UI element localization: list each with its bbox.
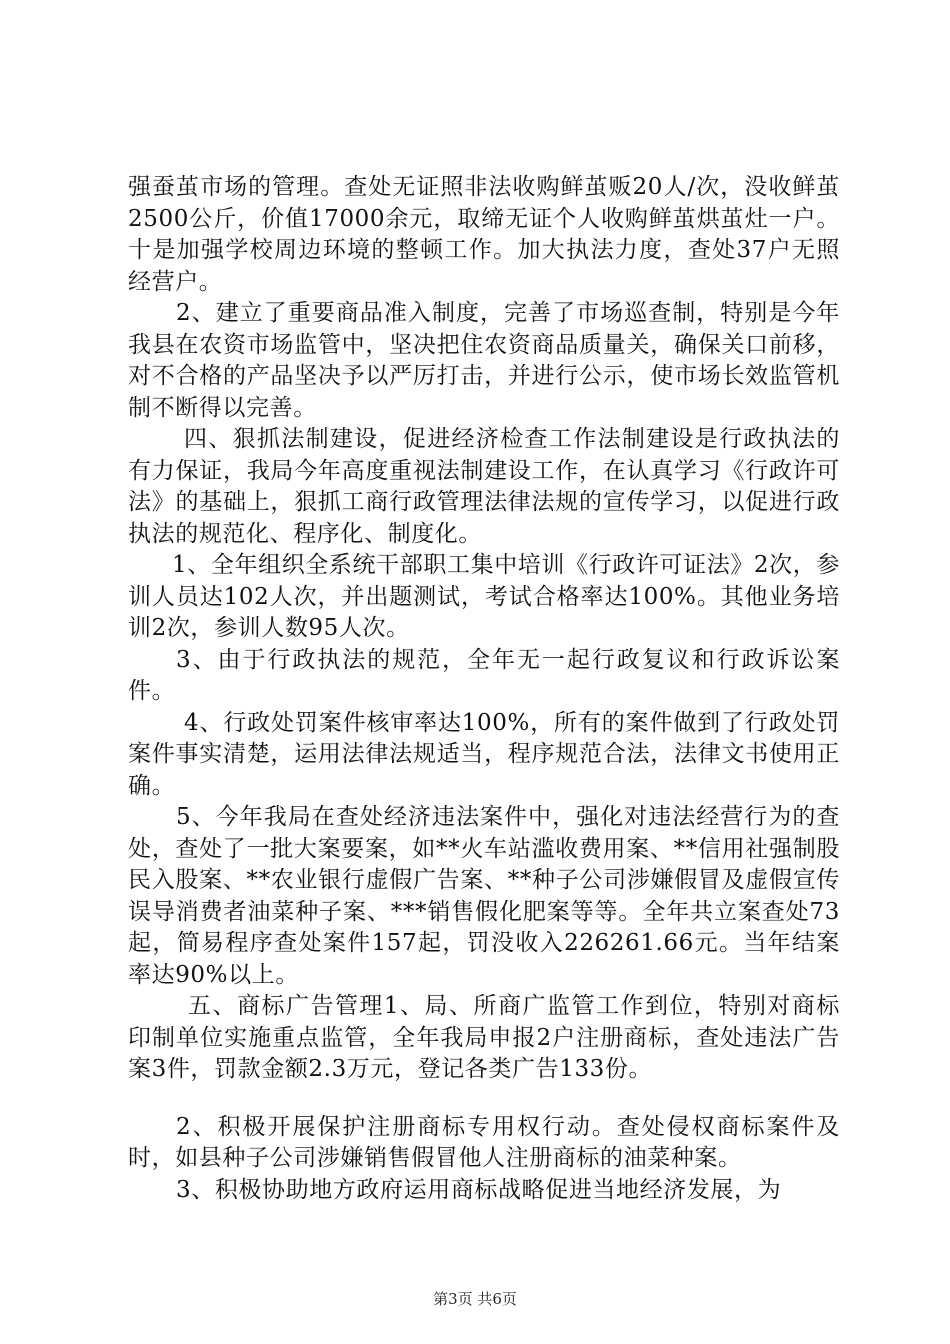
- page-number-footer: 第3页 共6页: [433, 1290, 517, 1308]
- paragraph-review-rate: 4、行政处罚案件核审率达100%，所有的案件做到了行政处罚案件事实清楚，运用法律法规适当，程序规范合法，法律文书使用正确。: [128, 709, 840, 799]
- paragraph-trademark-strategy: 3、积极协助地方政府运用商标战略促进当地经济发展，为: [176, 1176, 782, 1203]
- paragraph-training: 1、全年组织全系统干部职工集中培训《行政许可证法》2次，参训人员达102人次，并出题测试，考试合格率达100%。其他业务培训2次，参训人数95人次。: [128, 552, 840, 641]
- paragraph-legal-construction: 四、狠抓法制建设，促进经济检查工作法制建设是行政执法的有力保证，我局今年高度重视法制建设工作，在认真学习《行政许可法》的基础上，狠抓工商行政管理法律法规的宣传学习，以促进行政执法的规范化、程序化、制度化。: [128, 426, 840, 547]
- paragraph-trademark-protection: 2、积极开展保护注册商标专用权行动。查处侵权商标案件及时，如县种子公司涉嫌销售假冒他人注册商标的油菜种案。: [128, 1113, 840, 1171]
- paragraph-trademark-advertising: 五、商标广告管理1、局、所商广监管工作到位，特别对商标印制单位实施重点监管，全年我局申报2户注册商标，查处违法广告案3件，罚款金额2.3万元，登记各类广告133份。: [128, 993, 840, 1082]
- paragraph-major-cases: 5、今年我局在查处经济违法案件中，强化对违法经营行为的查处，查处了一批大案要案，如**火车站滥收费用案、**信用社强制股民入股案、**农业银行虚假广告案、**种子公司涉嫌假冒及虚假宣传误导消费者油菜种子案、***销售假化肥案等等。全年共立案查处73起，简易程序查处案件157起，罚没收入226261.66元。当年结案率达90%以上。: [128, 804, 840, 988]
- paragraph-no-reconsideration: 3、由于行政执法的规范，全年无一起行政复议和行政诉讼案件。: [128, 646, 840, 704]
- paragraph-silkworm-market: 强蚕茧市场的管理。查处无证照非法收购鲜茧贩20人/次，没收鲜茧2500公斤，价值17000余元，取缔无证个人收购鲜茧烘茧灶一户。十是加强学校周边环境的整顿工作。加大执法力度，查处37户无照经营户。: [128, 174, 840, 295]
- paragraph-commodity-access: 2、建立了重要商品准入制度，完善了市场巡查制，特别是今年我县在农资市场监管中，坚决把住农资商品质量关，确保关口前移，对不合格的产品坚决予以严厉打击，并进行公示，使市场长效监管机制不断得以完善。: [128, 300, 840, 421]
- document-body: [128, 172, 840, 1206]
